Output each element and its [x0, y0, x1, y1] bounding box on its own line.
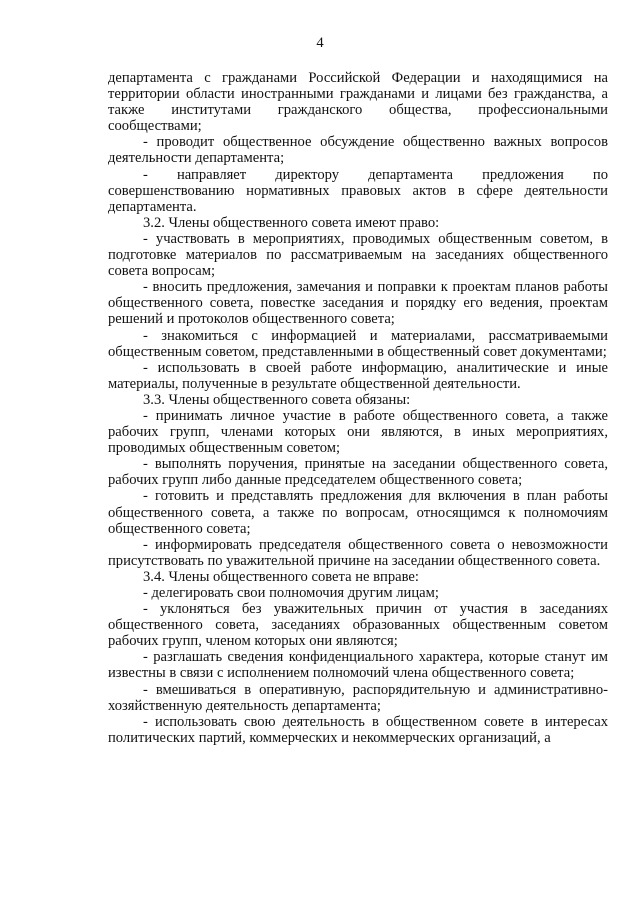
paragraph: 3.2. Члены общественного совета имеют право:	[143, 214, 440, 231]
paragraph: - использовать в своей работе информацию, аналитические и иные материалы, полученные в результате общественной деятельности.	[108, 359, 608, 392]
paragraph: - направляет директору департамента предложения по совершенствованию нормативных правовых актов в сфере деятельности департамента.	[108, 166, 608, 215]
paragraph: - знакомиться с информацией и материалами, рассматриваемыми общественным советом, представленными в общественный совет документами;	[108, 327, 608, 360]
paragraph: - разглашать сведения конфиденциального характера, которые станут им известны в связи с исполнением полномочий члена общественного совета;	[108, 649, 608, 682]
paragraph: - уклоняться без уважительных причин от участия в заседаниях общественного совета, заседаниях образованных общественным советом рабочих групп, членом которых они являются;	[108, 601, 608, 650]
paragraph: - делегировать свои полномочия другим лицам;	[143, 585, 439, 601]
page-number: 4	[316, 35, 324, 51]
paragraph: - вмешиваться в оперативную, распорядительную и административно-хозяйственную деятельность департамента;	[108, 681, 608, 714]
paragraph: - принимать личное участие в работе общественного совета, а также рабочих групп, членами которых они являются, в иных мероприятиях, проводимых общественным советом;	[108, 407, 608, 457]
paragraph: - информировать председателя общественного совета о невозможности присутствовать по уважительной причине на заседании общественного совета.	[108, 536, 608, 569]
paragraph: - использовать свою деятельность в общественном совете в интересах политических партий, коммерческих и некоммерческих организаций, а	[108, 713, 608, 746]
paragraph: - вносить предложения, замечания и поправки к проектам планов работы общественного совета, повестке заседания и порядку его ведения, проектам решений и протоколов общественного совета;	[108, 279, 608, 328]
paragraph: - готовить и представлять предложения для включения в план работы общественного совета, а также по вопросам, относящимся к полномочиям общественного совета;	[108, 488, 608, 537]
paragraph: - проводит общественное обсуждение общественно важных вопросов деятельности департамента;	[108, 134, 608, 167]
paragraph: - выполнять поручения, принятые на заседании общественного совета, рабочих групп либо данные председателем общественного совета;	[108, 456, 608, 489]
paragraph: 3.4. Члены общественного совета не вправе:	[143, 568, 419, 585]
paragraph: департамента с гражданами Российской Федерации и находящимися на территории области иностранными гражданами и лицами без гражданства, а также институтами гражданского общества, профессиональными сообществами;	[108, 70, 608, 135]
paragraph: - участвовать в мероприятиях, проводимых общественным советом, в подготовке материалов по рассматриваемым на заседаниях общественного совета вопросам;	[108, 230, 608, 280]
document-body	[108, 70, 608, 746]
paragraph: 3.3. Члены общественного совета обязаны:	[143, 391, 411, 408]
